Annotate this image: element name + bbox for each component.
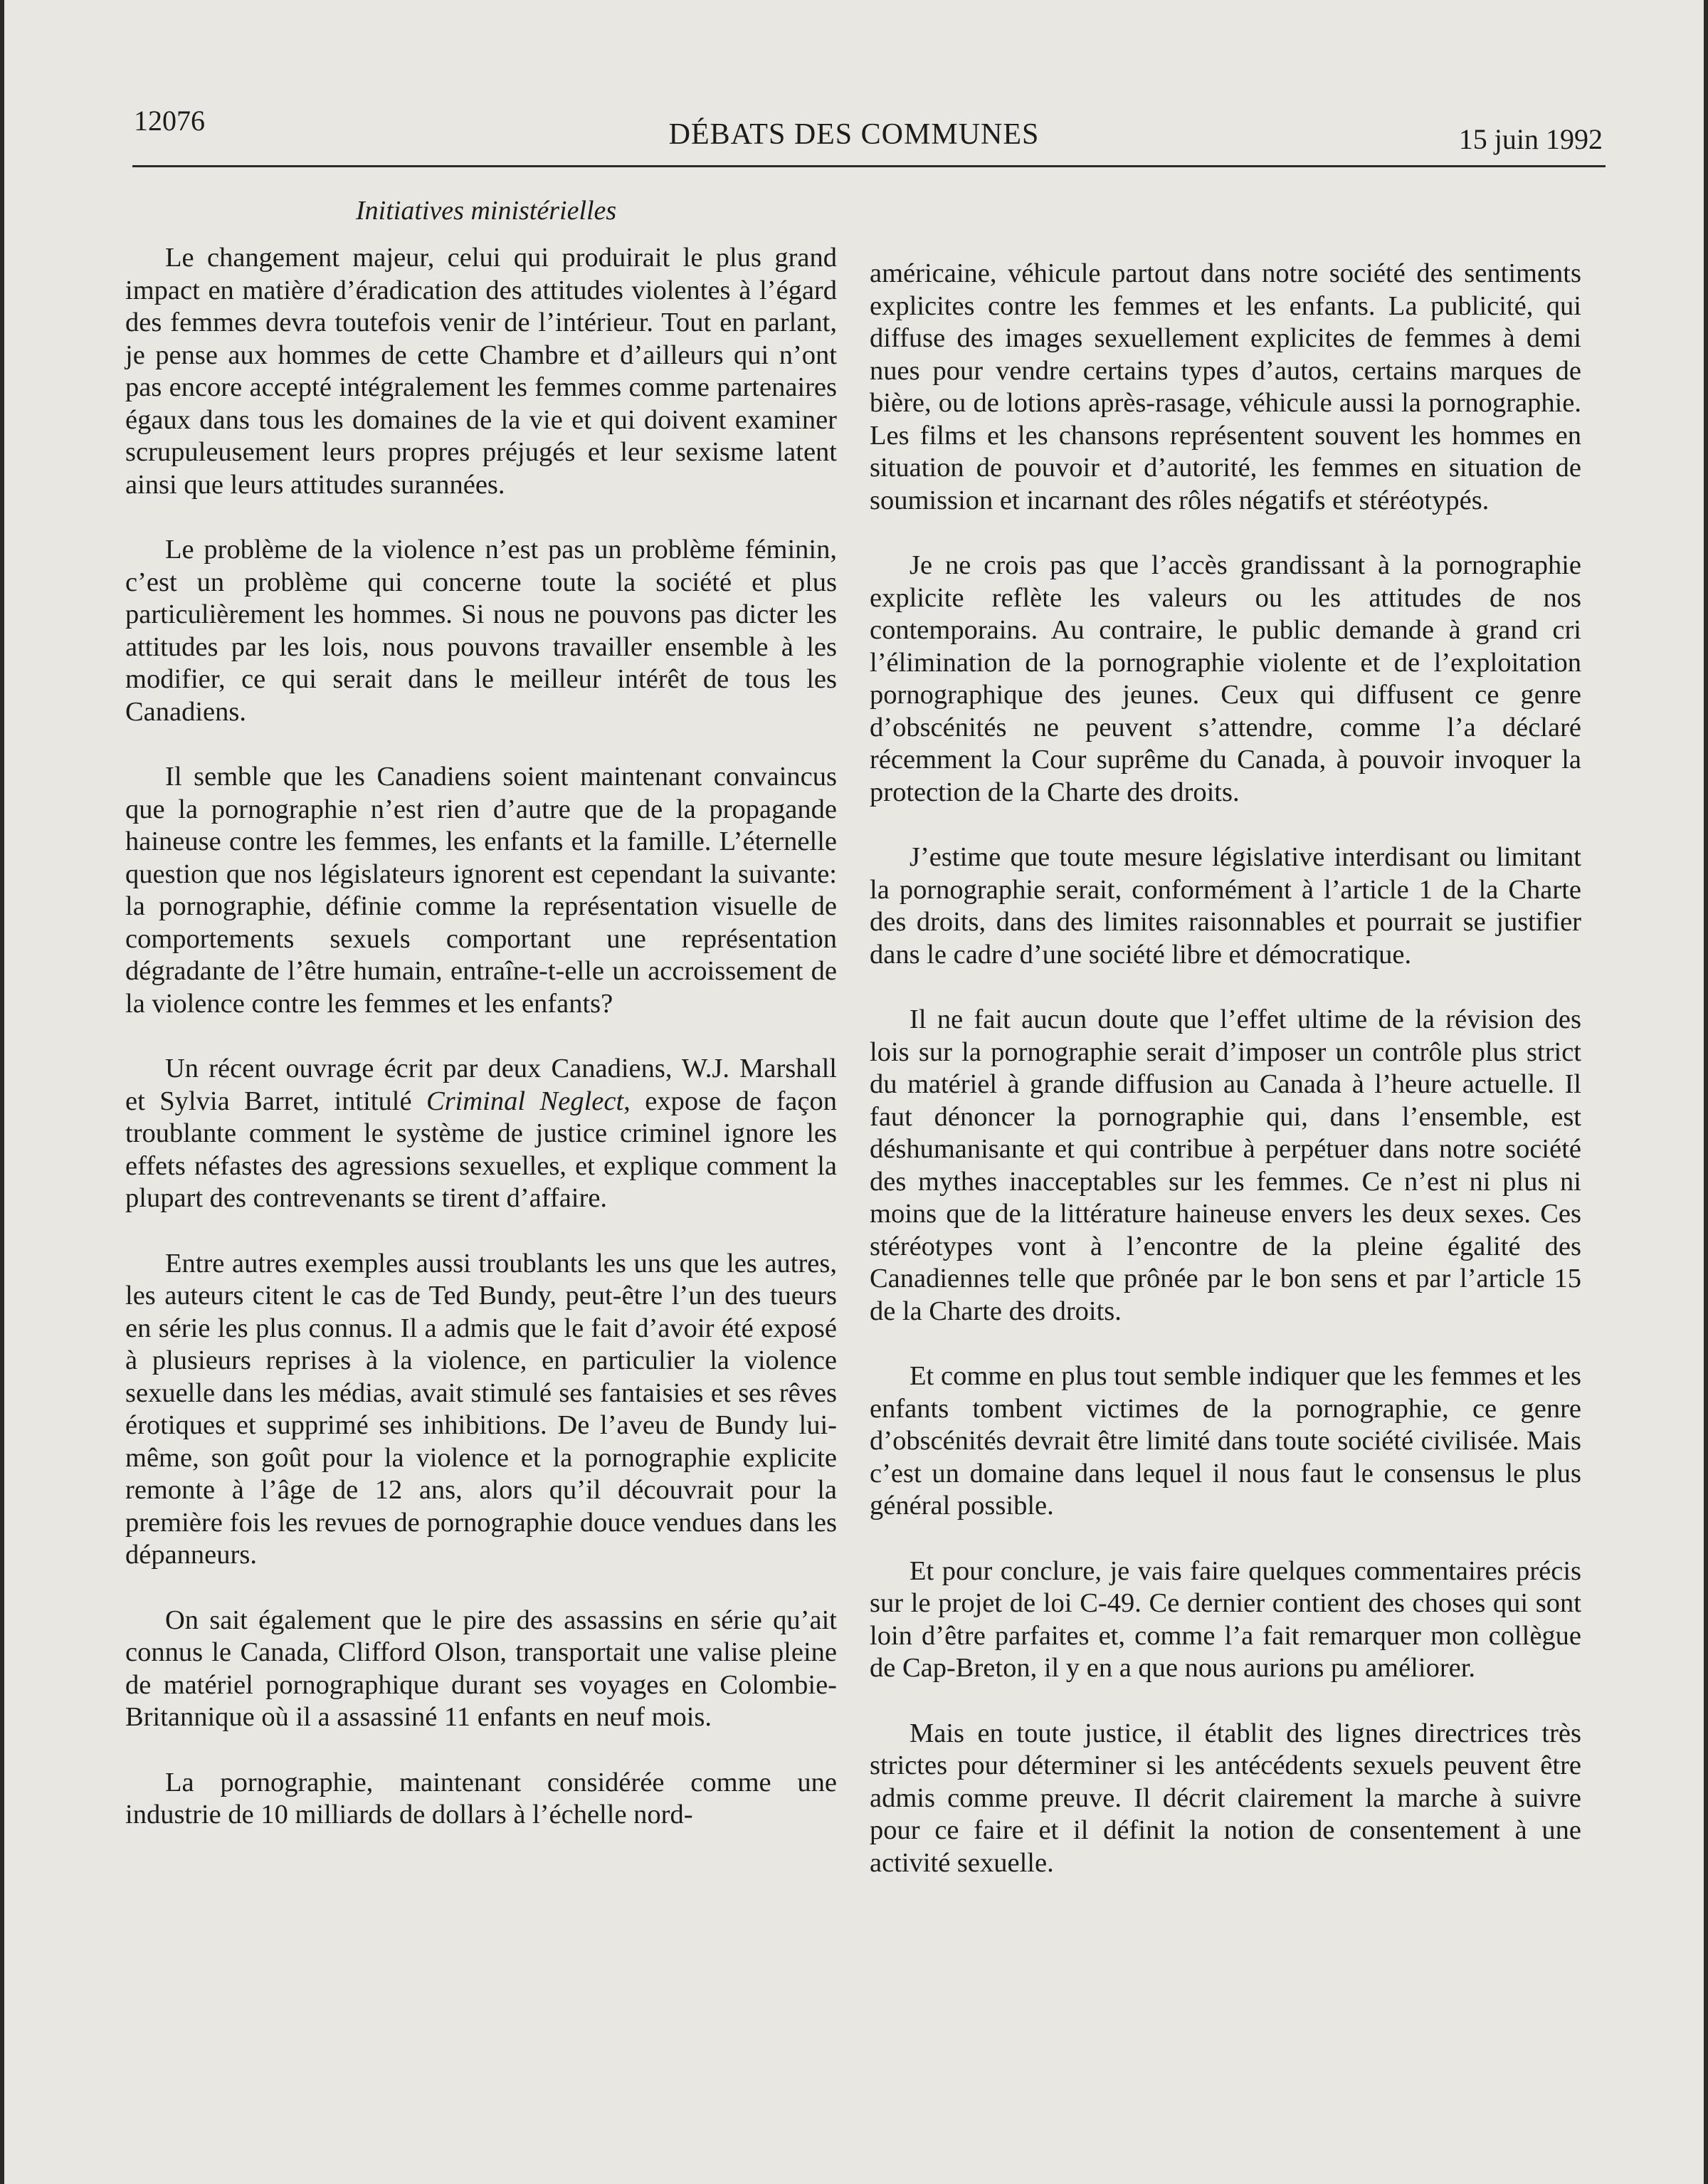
paragraph: Le changement majeur, celui qui produirait le plus grand impact en matière d’éradication des attitudes violentes à l’égard des femmes devra toutefois venir de l’intérieur. Tout en parlant, je pense aux hommes de cette Chambre et d’ailleurs qui n’ont pas encore accepté intégralement les femmes comme partenaires égaux dans tous les domaines de la vie et qui doivent examiner scrupuleusement leurs propres préjugés et leur sexisme latent ainsi que leurs attitudes surannées. xyxy=(125,243,837,500)
paragraph xyxy=(125,1053,837,1215)
right-column xyxy=(870,258,1581,1912)
scan-border-left xyxy=(0,0,4,2184)
paragraph: On sait également que le pire des assassins en série qu’ait connus le Canada, Clifford Olson, transportait une valise pleine de matériel pornographique durant ses voyages en Colombie-Britannique où il a assassiné 11 enfants en neuf mois. xyxy=(125,1605,837,1732)
paragraph: Mais en toute justice, il établit des lignes directrices très strictes pour déterminer si les antécédents sexuels peuvent être admis comme preuve. Il décrit clairement la marche à suivre pour ce faire et il définit la notion de consentement à une activité sexuelle. xyxy=(870,1718,1581,1878)
paragraph: Et pour conclure, je vais faire quelques commentaires précis sur le projet de loi C-49. Ce dernier contient des choses qui sont loin d’être parfaites et, comme l’a fait remarquer mon collègue de Cap-Breton, il y en a que nous aurions pu améliorer. xyxy=(870,1555,1581,1683)
book-title: Criminal Neglect xyxy=(426,1086,624,1116)
publication-date: 15 juin 1992 xyxy=(1458,123,1603,155)
left-column xyxy=(125,242,837,1864)
paragraph: Entre autres exemples aussi troublants les uns que les autres, les auteurs citent le cas de Ted Bundy, peut-être l’un des tueurs en série les plus connus. Il a admis que le fait d’avoir été exposé à plusieurs reprises à la violence, en particulier la violence sexuelle dans les médias, avait stimulé ses fantaisies et ses rêves érotiques et supprimé ses inhibitions. De l’aveu de Bundy lui-même, son goût pour la violence et la pornographie explicite remonte à l’âge de 12 ans, alors qu’il découvrait pour la première fois les revues de pornographie douce vendues dans les dépanneurs. xyxy=(125,1248,837,1570)
paragraph-continued: américaine, véhicule partout dans notre société des sentiments explicites contre les femmes et les enfants. La publicité, qui diffuse des images sexuellement explicites de femmes à demi nues pour vendre certains types d’autos, certains marques de bière, ou de lotions après-rasage, véhicule aussi la pornographie. Les films et les chansons représentent souvent les hommes en situation de pouvoir et d’autorité, les femmes en situation de soumission et incarnant des rôles négatifs et stéréotypés. xyxy=(870,258,1581,515)
header-rule xyxy=(132,165,1606,167)
paragraph: Il semble que les Canadiens soient maintenant convaincus que la pornographie n’est rien d’autre que de la propagande haineuse contre les femmes, les enfants et la famille. L’éternelle question que nos législateurs ignorent est cependant la suivante: la pornographie, définie comme la représentation visuelle de comportements sexuels comportant une représentation dégradante de l’être humain, entraîne-t-elle un accroissement de la violence contre les femmes et les enfants? xyxy=(125,762,837,1019)
paragraph: La pornographie, maintenant considérée comme une industrie de 10 milliards de dollars à l’échelle nord- xyxy=(125,1767,837,1829)
paragraph: Je ne crois pas que l’accès grandissant à la pornographie explicite reflète les valeurs ou les attitudes de nos contemporains. Au contraire, le public demande à grand cri l’élimination de la pornographie violente et de l’exploitation pornographique des jeunes. Ceux qui diffusent ce genre d’obscénités ne peuvent s’attendre, comme l’a déclaré récemment la Cour suprême du Canada, à pouvoir invoquer la protection de la Charte des droits. xyxy=(870,550,1581,807)
publication-title: DÉBATS DES COMMUNES xyxy=(668,118,1040,151)
page-number: 12076 xyxy=(134,105,205,137)
paragraph-text: , expose de façon troublante comment le système de justice criminel ignore les effets néfastes des agressions sexuelles, et explique comment la plupart des contrevenants se tirent d’affaire. xyxy=(125,1086,837,1213)
paragraph: Il ne fait aucun doute que l’effet ultime de la révision des lois sur la pornographie serait d’imposer un contrôle plus strict du matériel à grande diffusion au Canada à l’heure actuelle. Il faut dénoncer la pornographie qui, dans l’ensemble, est déshumanisante et qui contribue à perpétuer dans notre société des mythes inacceptables sur les femmes. Ce n’est ni plus ni moins que de la littérature haineuse envers les deux sexes. Ces stéréotypes vont à l’encontre de la pleine égalité des Canadiennes telle que prônée par le bon sens et par l’article 15 de la Charte des droits. xyxy=(870,1004,1581,1326)
scan-border-right xyxy=(1704,0,1708,2184)
paragraph: Et comme en plus tout semble indiquer que les femmes et les enfants tombent victimes de la pornographie, ce genre d’obscénités devrait être limité dans toute société civilisée. Mais c’est un domaine dans lequel il nous faut le consensus le plus général possible. xyxy=(870,1361,1581,1521)
paragraph: J’estime que toute mesure législative interdisant ou limitant la pornographie serait, conformément à l’article 1 de la Charte des droits, dans des limites raisonnables et pourrait se justifier dans le cadre d’une société libre et démocratique. xyxy=(870,842,1581,970)
paragraph-text: Un récent ouvrage écrit par deux Canadiens, W.J. Marshall et Sylvia Barret, intitulé xyxy=(125,1054,837,1116)
section-heading: Initiatives ministérielles xyxy=(356,196,617,226)
paragraph: Le problème de la violence n’est pas un problème féminin, c’est un problème qui concerne toute la société et plus particulièrement les hommes. Si nous ne pouvons pas dicter les attitudes par les lois, nous pouvons travailler ensemble à les modifier, ce qui serait dans le meilleur intérêt de tous les Canadiens. xyxy=(125,535,837,727)
